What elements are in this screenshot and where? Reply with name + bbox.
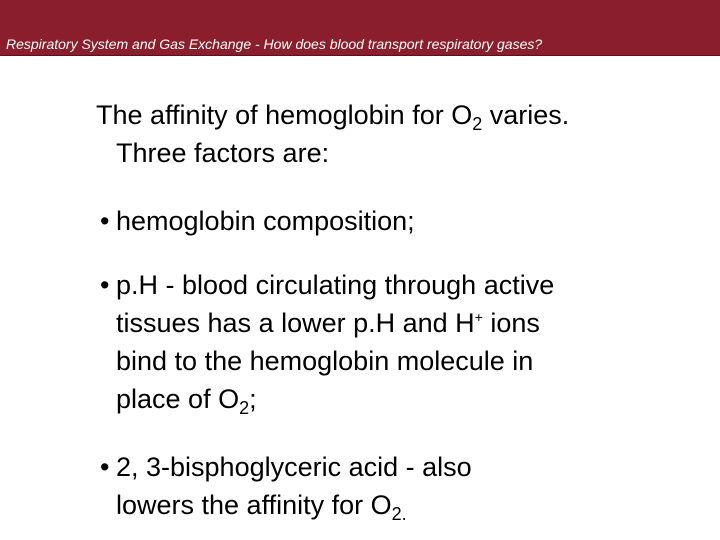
intro-line-2: Three factors are:	[116, 138, 330, 168]
bullet-text-line-1: 2, 3-bisphoglyceric acid - also	[116, 452, 472, 482]
subscript: 2	[239, 398, 250, 418]
bullet-icon: •	[100, 452, 110, 482]
intro-paragraph	[96, 96, 696, 172]
bullet-text-line-4: place of $O_2$;	[116, 384, 257, 418]
header-bar	[0, 0, 720, 56]
bullet-text: hemoglobin composition;	[116, 206, 415, 236]
slide-header-title: Respiratory System and Gas Exchange - How does blood transport respiratory gases?	[6, 36, 543, 52]
subscript: 2.	[391, 504, 407, 524]
bullet-icon: •	[100, 206, 110, 236]
intro-line-1: The affinity of hemoglobin for $O_2$ varies.	[96, 100, 570, 134]
bullet-text-line-3: bind to the hemoglobin molecule in	[116, 346, 534, 376]
list-item	[96, 266, 696, 418]
subscript: 2	[472, 114, 483, 134]
bullet-text-line-2: lowers the affinity for $O_{2.}$	[116, 490, 407, 524]
list-item	[96, 202, 696, 240]
bullet-text-line-1: p.H - blood circulating through active	[116, 270, 555, 300]
list-item	[96, 448, 696, 524]
bullet-text-line-2: tissues has a lower p.H and H+ ions	[116, 308, 540, 338]
factor-list	[96, 202, 696, 524]
bullet-icon: •	[100, 270, 110, 300]
superscript: +	[474, 309, 483, 325]
slide-body	[96, 96, 696, 524]
